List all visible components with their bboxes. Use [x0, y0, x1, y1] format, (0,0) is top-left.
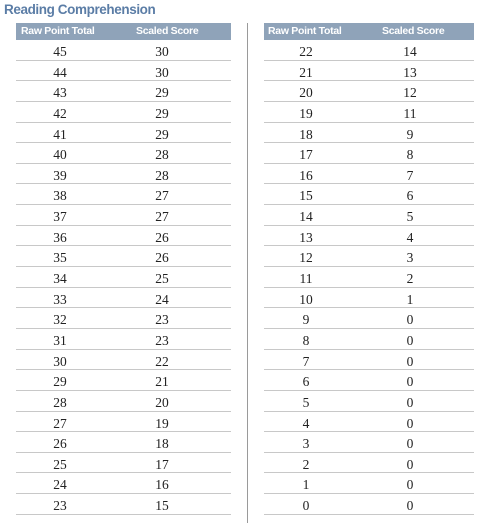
table-row	[16, 329, 231, 350]
raw-point-cell: 7	[302, 353, 310, 369]
raw-point-cell: 19	[299, 105, 313, 121]
scaled-score-cell: 0	[406, 436, 414, 452]
table-row	[16, 288, 231, 309]
scaled-score-cell: 18	[155, 436, 169, 452]
table-row	[16, 412, 231, 433]
table-row	[264, 40, 474, 61]
raw-point-cell: 2	[302, 456, 310, 472]
scaled-score-cell: 0	[406, 332, 414, 348]
scaled-score-cell: 28	[155, 167, 169, 183]
scaled-score-cell: 0	[406, 456, 414, 472]
score-table-right	[264, 23, 474, 515]
raw-point-total-header: Raw Point Total	[21, 25, 95, 37]
raw-point-cell: 24	[53, 477, 67, 493]
raw-point-cell: 13	[299, 229, 313, 245]
raw-point-cell: 40	[53, 147, 67, 163]
raw-point-cell: 16	[299, 167, 313, 183]
raw-point-cell: 42	[53, 105, 67, 121]
scaled-score-header: Scaled Score	[382, 25, 445, 37]
raw-point-cell: 0	[302, 498, 310, 514]
raw-point-cell: 37	[53, 209, 67, 225]
scaled-score-cell: 24	[155, 291, 169, 307]
scaled-score-cell: 2	[406, 271, 414, 287]
page-title: Reading Comprehension	[4, 2, 156, 17]
column-divider	[247, 23, 248, 523]
raw-point-cell: 5	[302, 394, 310, 410]
raw-point-cell: 32	[53, 312, 67, 328]
table-row	[16, 267, 231, 288]
table-row	[16, 184, 231, 205]
scaled-score-cell: 3	[406, 250, 414, 266]
scaled-score-cell: 14	[403, 44, 417, 59]
table-row	[16, 350, 231, 371]
table-row	[264, 473, 474, 494]
scaled-score-cell: 0	[406, 353, 414, 369]
raw-point-cell: 21	[299, 64, 313, 80]
raw-point-cell: 45	[53, 44, 67, 59]
raw-point-cell: 10	[299, 291, 313, 307]
table-row	[16, 81, 231, 102]
table-row	[16, 453, 231, 474]
raw-point-cell: 8	[302, 332, 310, 348]
scaled-score-cell: 0	[406, 477, 414, 493]
raw-point-cell: 1	[302, 477, 310, 493]
scaled-score-cell: 5	[406, 209, 414, 225]
raw-point-cell: 9	[302, 312, 310, 328]
table-row	[264, 350, 474, 371]
table-row	[264, 164, 474, 185]
table-row	[264, 370, 474, 391]
table-header	[264, 23, 474, 40]
raw-point-cell: 29	[53, 374, 67, 390]
table-row	[264, 205, 474, 226]
table-row	[264, 123, 474, 144]
table-row	[16, 61, 231, 82]
scaled-score-cell: 27	[155, 188, 169, 204]
scaled-score-cell: 29	[155, 85, 169, 101]
table-row	[264, 453, 474, 474]
scaled-score-cell: 0	[406, 415, 414, 431]
score-table-left	[16, 23, 231, 515]
scaled-score-cell: 25	[155, 271, 169, 287]
table-row	[16, 391, 231, 412]
scaled-score-cell: 0	[406, 312, 414, 328]
scaled-score-cell: 9	[406, 126, 414, 142]
raw-point-cell: 17	[299, 147, 313, 163]
raw-point-cell: 30	[53, 353, 67, 369]
raw-point-cell: 12	[299, 250, 313, 266]
table-row	[16, 205, 231, 226]
scaled-score-cell: 29	[155, 126, 169, 142]
table-row	[16, 40, 231, 61]
scaled-score-cell: 7	[406, 167, 414, 183]
table-body	[16, 40, 231, 515]
raw-point-cell: 33	[53, 291, 67, 307]
table-row	[16, 246, 231, 267]
scaled-score-cell: 17	[155, 456, 169, 472]
scaled-score-cell: 1	[406, 291, 414, 307]
table-row	[264, 143, 474, 164]
scaled-score-cell: 21	[155, 374, 169, 390]
scaled-score-cell: 6	[406, 188, 414, 204]
table-row	[264, 329, 474, 350]
raw-point-cell: 4	[302, 415, 310, 431]
table-row	[264, 432, 474, 453]
table-row	[264, 494, 474, 515]
table-row	[264, 226, 474, 247]
table-row	[264, 267, 474, 288]
table-row	[264, 391, 474, 412]
raw-point-cell: 28	[53, 394, 67, 410]
raw-point-cell: 20	[299, 85, 313, 101]
raw-point-cell: 39	[53, 167, 67, 183]
scaled-score-cell: 30	[155, 64, 169, 80]
scaled-score-cell: 27	[155, 209, 169, 225]
table-row	[16, 370, 231, 391]
raw-point-cell: 44	[53, 64, 67, 80]
scaled-score-cell: 16	[155, 477, 169, 493]
table-row	[264, 184, 474, 205]
scaled-score-header: Scaled Score	[136, 25, 199, 37]
table-row	[264, 61, 474, 82]
table-row	[264, 81, 474, 102]
scaled-score-cell: 0	[406, 498, 414, 514]
table-header	[16, 23, 231, 40]
scaled-score-cell: 13	[403, 64, 417, 80]
raw-point-cell: 14	[299, 209, 313, 225]
table-row	[16, 473, 231, 494]
raw-point-cell: 35	[53, 250, 67, 266]
scaled-score-cell: 28	[155, 147, 169, 163]
scaled-score-cell: 23	[155, 312, 169, 328]
scaled-score-cell: 29	[155, 105, 169, 121]
table-row	[16, 123, 231, 144]
scaled-score-cell: 8	[406, 147, 414, 163]
raw-point-cell: 26	[53, 436, 67, 452]
raw-point-cell: 23	[53, 498, 67, 514]
scaled-score-cell: 26	[155, 229, 169, 245]
scaled-score-cell: 30	[155, 44, 169, 59]
scaled-score-cell: 23	[155, 332, 169, 348]
raw-point-cell: 15	[299, 188, 313, 204]
table-row	[16, 164, 231, 185]
scaled-score-cell: 19	[155, 415, 169, 431]
raw-point-cell: 41	[53, 126, 67, 142]
raw-point-cell: 31	[53, 332, 67, 348]
scaled-score-cell: 4	[406, 229, 414, 245]
raw-point-cell: 27	[53, 415, 67, 431]
table-row	[264, 288, 474, 309]
table-row	[16, 226, 231, 247]
table-row	[16, 308, 231, 329]
scaled-score-cell: 26	[155, 250, 169, 266]
scaled-score-cell: 20	[155, 394, 169, 410]
table-row	[264, 308, 474, 329]
scaled-score-cell: 22	[155, 353, 169, 369]
raw-point-cell: 34	[53, 271, 67, 287]
raw-point-cell: 11	[299, 271, 313, 287]
scaled-score-cell: 0	[406, 374, 414, 390]
scaled-score-cell: 12	[403, 85, 417, 101]
table-row	[16, 494, 231, 515]
raw-point-cell: 38	[53, 188, 67, 204]
table-row	[16, 143, 231, 164]
raw-point-cell: 25	[53, 456, 67, 472]
table-row	[264, 102, 474, 123]
raw-point-cell: 43	[53, 85, 67, 101]
table-body	[264, 40, 474, 515]
raw-point-cell: 22	[299, 44, 313, 59]
scaled-score-cell: 0	[406, 394, 414, 410]
raw-point-cell: 6	[302, 374, 310, 390]
raw-point-cell: 3	[302, 436, 310, 452]
table-row	[16, 432, 231, 453]
scaled-score-cell: 15	[155, 498, 169, 514]
raw-point-cell: 18	[299, 126, 313, 142]
table-row	[16, 102, 231, 123]
raw-point-total-header: Raw Point Total	[268, 25, 342, 37]
scaled-score-cell: 11	[403, 105, 417, 121]
table-row	[264, 246, 474, 267]
raw-point-cell: 36	[53, 229, 67, 245]
table-row	[264, 412, 474, 433]
